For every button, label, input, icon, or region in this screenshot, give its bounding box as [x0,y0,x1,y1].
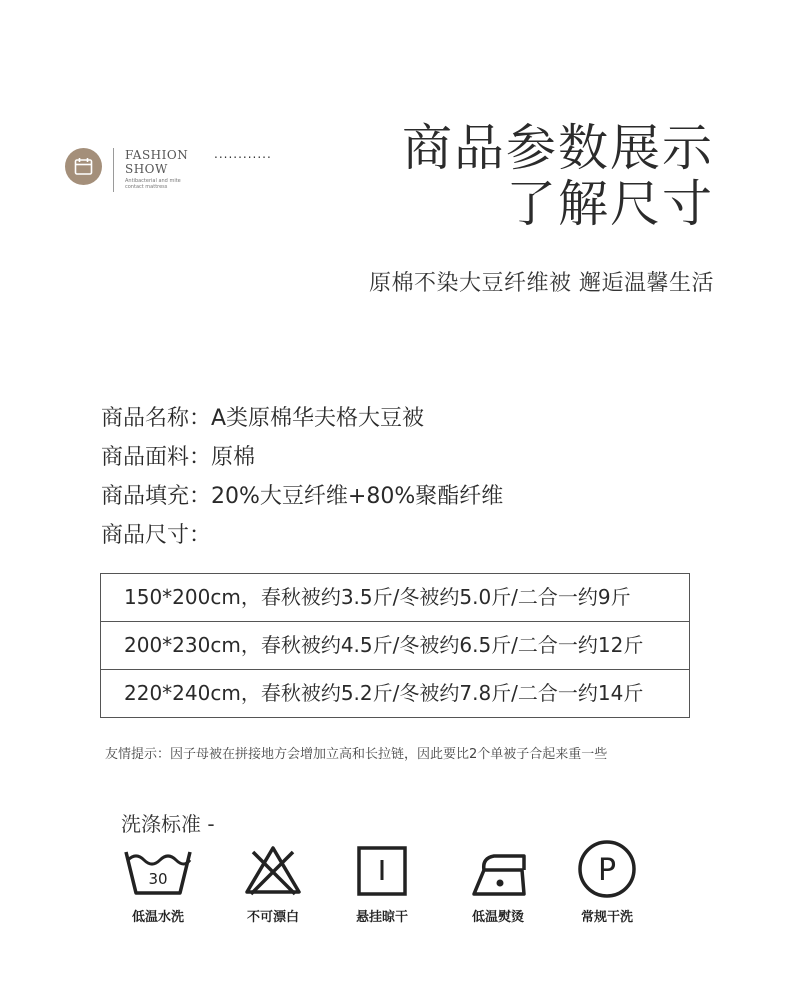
spec-name: 商品名称：A类原棉华夫格大豆被 [101,406,425,431]
wash-label: 常规干洗 [580,910,633,925]
wash-label: 低温水洗 [131,910,184,925]
calendar-icon [74,157,93,176]
low-temp-iron-icon [462,838,534,900]
spec-filling: 商品填充：20%大豆纤维+80%聚酯纤维 [101,484,504,509]
low-temp-wash-icon [122,838,194,900]
page-title [402,120,714,232]
wash-item-dry-clean [552,838,662,925]
wash-item-low-temp-wash [103,838,213,925]
wash-label: 悬挂晾干 [355,910,408,925]
wash-label: 低温熨烫 [471,910,524,925]
spec-fabric: 商品面料：原棉 [101,445,256,470]
brand-logo [65,148,102,185]
table-row: 150*200cm，春秋被约3.5斤/冬被约5.0斤/二合一约9斤 [101,574,689,622]
dry-clean-letter: P [597,853,617,888]
hang-dry-icon [346,838,418,900]
size-table [100,573,690,718]
brand-title-line2: SHOW [125,162,168,176]
spec-size: 商品尺寸： [101,523,212,548]
brand-divider [113,148,114,192]
page-title-line2: 了解尺寸 [506,175,714,233]
brand-dots: ............ [214,147,272,161]
brand-title-line1: FASHION [125,148,189,162]
page-title-line1: 商品参数展示 [402,119,714,177]
wash-item-hang-dry [327,838,437,925]
dry-clean-icon [571,838,643,900]
table-row: 220*240cm，春秋被约5.2斤/冬被约7.8斤/二合一约14斤 [124,681,644,705]
brand-title [125,148,188,176]
tip-text: 友情提示：因子母被在拼接地方会增加立高和长拉链，因此要比2个单被子合起来重一些 [105,747,608,762]
no-bleach-icon [237,838,309,900]
brand-sub-line1: Antibacterial and mite [125,178,181,184]
wash-item-no-bleach [218,838,328,925]
washing-title: 洗涤标准 - [121,812,215,836]
table-row: 200*230cm，春秋被约4.5斤/冬被约6.5斤/二合一约12斤 [101,622,689,670]
wash-label: 不可漂白 [246,910,299,925]
brand-sub-line2: contact mattress [125,184,168,190]
wash-temp-label: 30 [148,870,168,888]
wash-item-low-temp-iron [443,838,553,925]
brand-subtitle [125,178,205,190]
page-subtitle: 原棉不染大豆纤维被 邂逅温馨生活 [369,271,714,296]
